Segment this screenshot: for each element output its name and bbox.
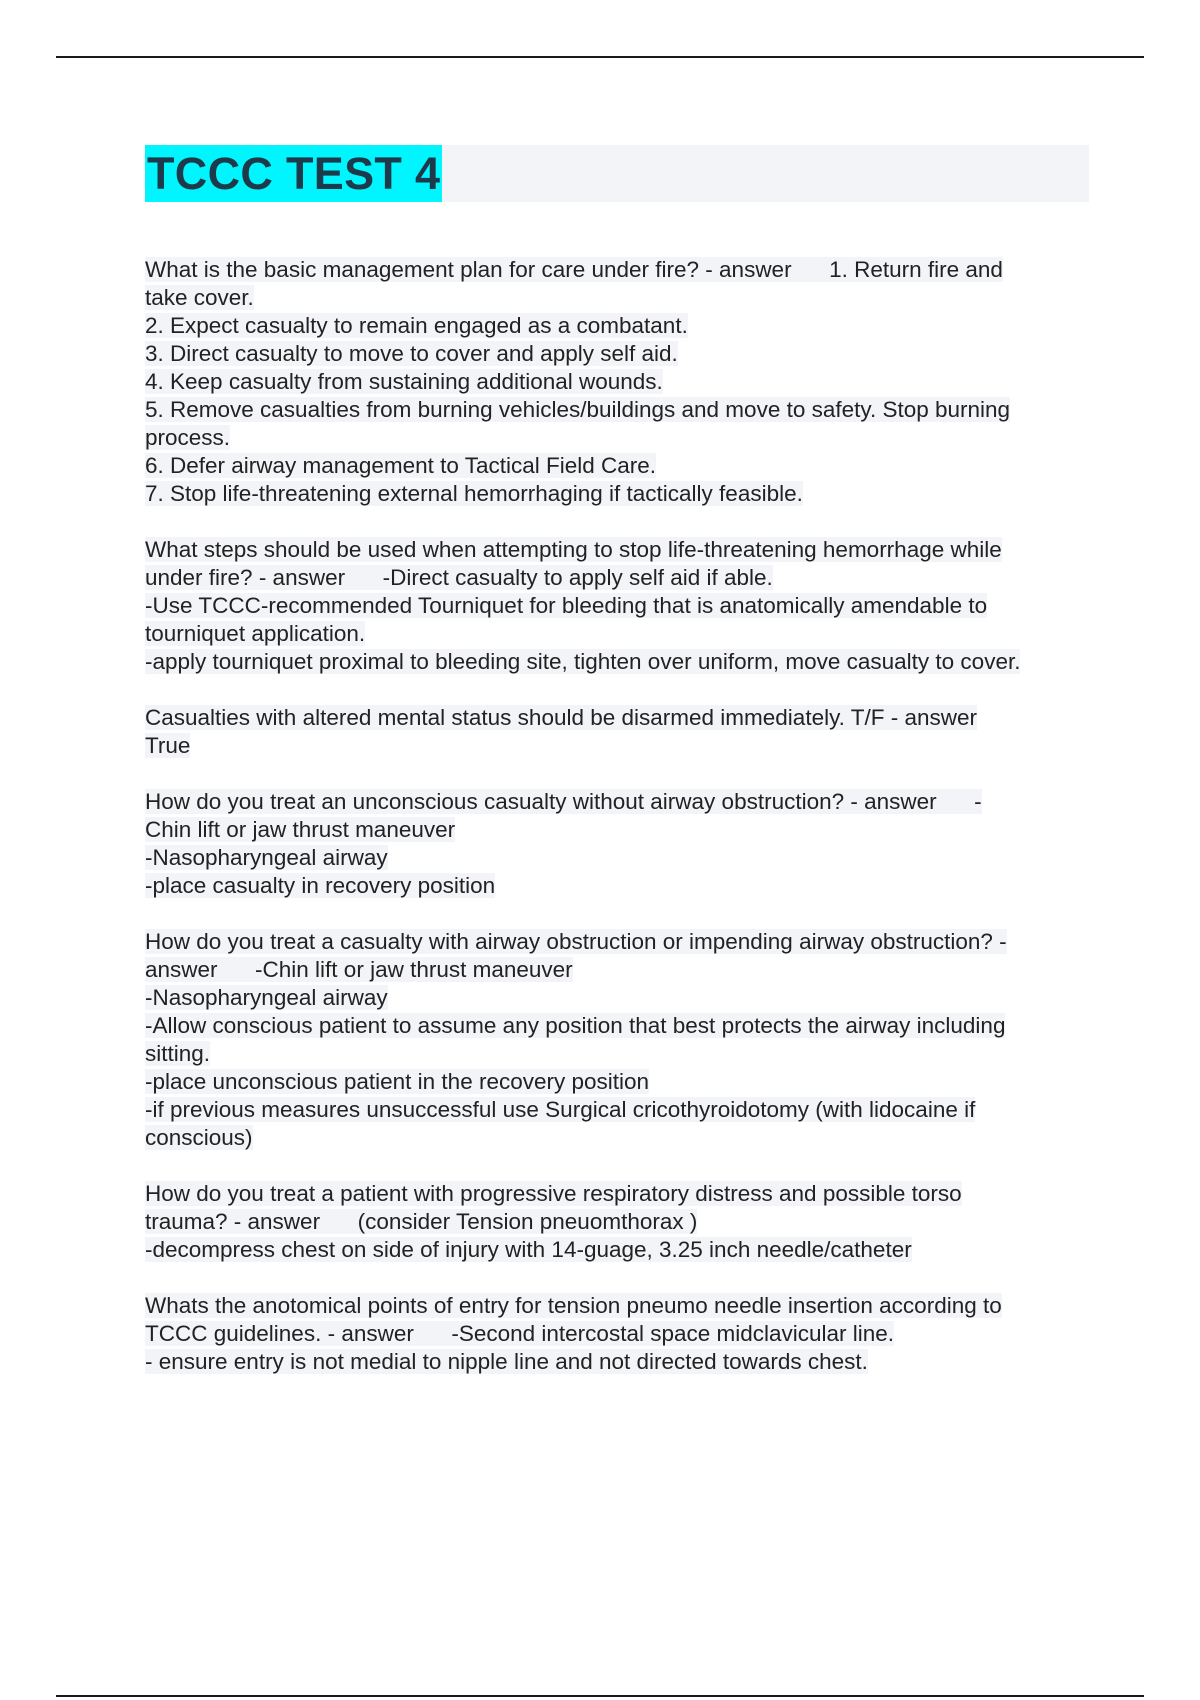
text-line <box>145 452 1095 480</box>
qa-entry <box>145 1292 1095 1376</box>
text-line-content: under fire? - answer -Direct casualty to apply self aid if able. <box>145 565 773 590</box>
text-line <box>145 284 1095 312</box>
text-line-content: 7. Stop life-threatening external hemorrhaging if tactically feasible. <box>145 481 803 506</box>
text-line-content: How do you treat a casualty with airway obstruction or impending airway obstruction? - <box>145 929 1007 954</box>
qa-entry <box>145 704 1095 760</box>
text-line <box>145 620 1095 648</box>
qa-entry <box>145 1180 1095 1264</box>
qa-entry <box>145 788 1095 900</box>
text-line <box>145 340 1095 368</box>
text-line-content: Chin lift or jaw thrust maneuver <box>145 817 456 842</box>
bottom-rule <box>56 1695 1144 1697</box>
text-line <box>145 984 1095 1012</box>
text-line <box>145 424 1095 452</box>
text-line-content: TCCC guidelines. - answer -Second intercostal space midclavicular line. <box>145 1321 895 1346</box>
text-line-content: -Use TCCC-recommended Tourniquet for bleeding that is anatomically amendable to <box>145 593 988 618</box>
text-line <box>145 1124 1095 1152</box>
text-line-content: -Nasopharyngeal airway <box>145 845 388 870</box>
text-line <box>145 648 1095 676</box>
text-line <box>145 788 1095 816</box>
text-line <box>145 1068 1095 1096</box>
text-line <box>145 312 1095 340</box>
top-rule <box>56 56 1144 58</box>
text-line <box>145 704 1095 732</box>
text-line <box>145 480 1095 508</box>
text-line-content: -place unconscious patient in the recovery position <box>145 1069 650 1094</box>
text-line-content: -decompress chest on side of injury with 14-guage, 3.25 inch needle/catheter <box>145 1237 912 1262</box>
text-line-content: 4. Keep casualty from sustaining additional wounds. <box>145 369 663 394</box>
text-line-content: What steps should be used when attempting to stop life-threatening hemorrhage while <box>145 537 1002 562</box>
text-line-content: -Allow conscious patient to assume any position that best protects the airway including <box>145 1013 1006 1038</box>
text-line <box>145 1348 1095 1376</box>
qa-entry <box>145 256 1095 508</box>
qa-entry <box>145 536 1095 676</box>
text-line-content: tourniquet application. <box>145 621 366 646</box>
text-line <box>145 872 1095 900</box>
text-line <box>145 1208 1095 1236</box>
text-line <box>145 844 1095 872</box>
text-line-content: answer -Chin lift or jaw thrust maneuver <box>145 957 573 982</box>
text-line-content: How do you treat a patient with progressive respiratory distress and possible torso <box>145 1181 962 1206</box>
text-line <box>145 396 1095 424</box>
text-line-content: process. <box>145 425 231 450</box>
text-line <box>145 1236 1095 1264</box>
text-line <box>145 816 1095 844</box>
text-line-content: True <box>145 733 191 758</box>
text-line-content: -place casualty in recovery position <box>145 873 496 898</box>
text-line <box>145 732 1095 760</box>
document-body <box>145 256 1095 1404</box>
text-line-content: 3. Direct casualty to move to cover and apply self aid. <box>145 341 678 366</box>
text-line <box>145 1180 1095 1208</box>
text-line <box>145 1096 1095 1124</box>
text-line-content: 2. Expect casualty to remain engaged as a combatant. <box>145 313 688 338</box>
text-line-content: -if previous measures unsuccessful use Surgical cricothyroidotomy (with lidocaine if <box>145 1097 976 1122</box>
text-line-content: conscious) <box>145 1125 253 1150</box>
text-line-content: What is the basic management plan for care under fire? - answer 1. Return fire and <box>145 257 1003 282</box>
text-line <box>145 1292 1095 1320</box>
text-line <box>145 368 1095 396</box>
text-line-content: -Nasopharyngeal airway <box>145 985 388 1010</box>
text-line <box>145 256 1095 284</box>
text-line-content: take cover. <box>145 285 254 310</box>
text-line <box>145 956 1095 984</box>
text-line <box>145 592 1095 620</box>
text-line <box>145 928 1095 956</box>
qa-entry <box>145 928 1095 1152</box>
text-line-content: -apply tourniquet proximal to bleeding site, tighten over uniform, move casualty to cover. <box>145 649 1021 674</box>
text-line-content: 6. Defer airway management to Tactical Field Care. <box>145 453 657 478</box>
text-line-content: sitting. <box>145 1041 211 1066</box>
text-line-content: Casualties with altered mental status should be disarmed immediately. T/F - answer <box>145 705 978 730</box>
text-line <box>145 1320 1095 1348</box>
text-line-content: trauma? - answer (consider Tension pneuomthorax ) <box>145 1209 698 1234</box>
text-line <box>145 564 1095 592</box>
text-line-content: How do you treat an unconscious casualty without airway obstruction? - answer - <box>145 789 982 814</box>
text-line-content: Whats the anotomical points of entry for tension pneumo needle insertion according to <box>145 1293 1002 1318</box>
text-line <box>145 536 1095 564</box>
text-line-content: 5. Remove casualties from burning vehicles/buildings and move to safety. Stop burning <box>145 397 1011 422</box>
text-line-content: - ensure entry is not medial to nipple line and not directed towards chest. <box>145 1349 868 1374</box>
page-title: TCCC TEST 4 <box>145 145 442 202</box>
text-line <box>145 1012 1095 1040</box>
text-line <box>145 1040 1095 1068</box>
